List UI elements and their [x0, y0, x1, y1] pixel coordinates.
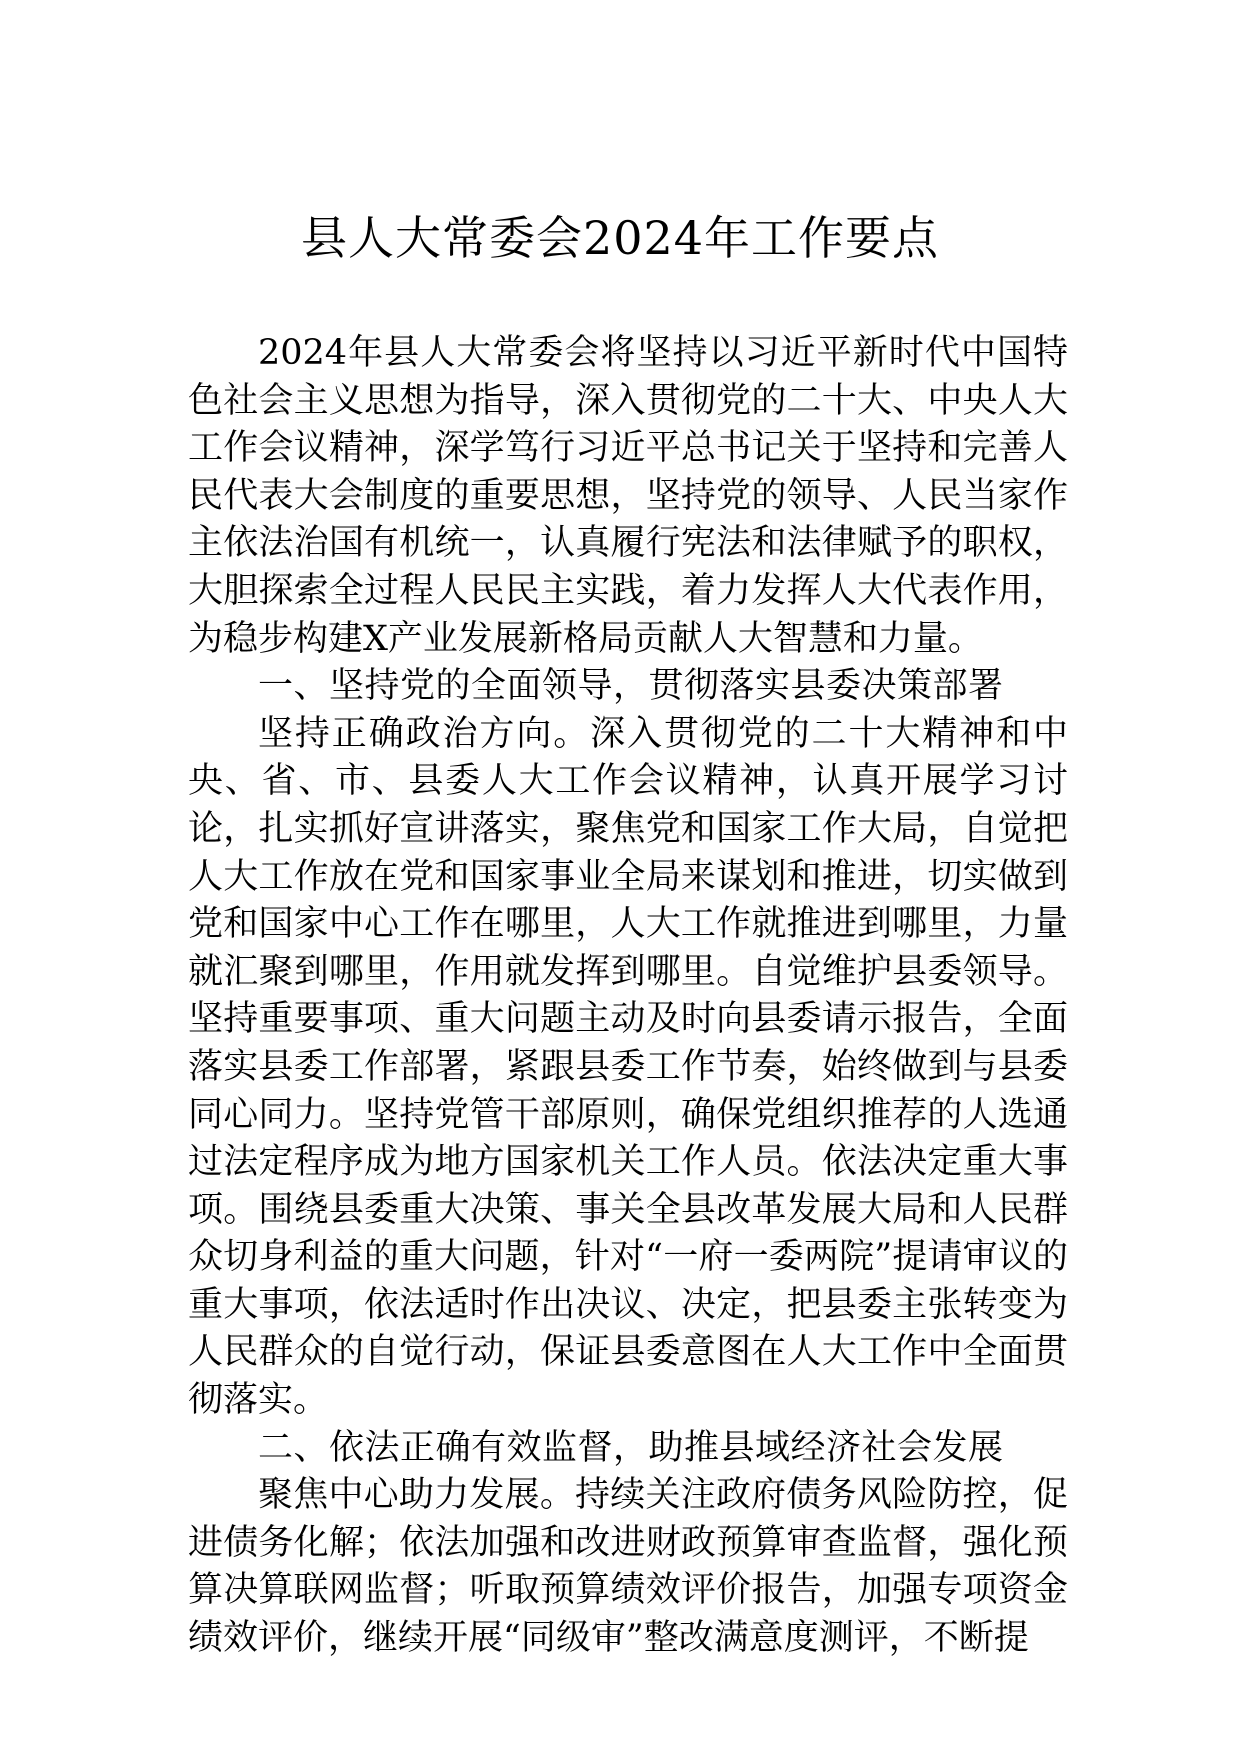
section-paragraph-1: 坚持正确政治方向。深入贯彻党的二十大精神和中央、省、市、县委人大工作会议精神，认真开展学习讨论，扎实抓好宣讲落实，聚焦党和国家工作大局，自觉把人大工作放在党和国家事业全局来谋划和推进，切实做到党和国家中心工作在哪里，人大工作就推进到哪里，力量就汇聚到哪里，作用就发挥到哪里。自觉维护县委领导。坚持重要事项、重大问题主动及时向县委请示报告，全面落实县委工作部署，紧跟县委工作节奏，始终做到与县委同心同力。坚持党管干部原则，确保党组织推荐的人选通过法定程序成为地方国家机关工作人员。依法决定重大事项。围绕县委重大决策、事关全县改革发展大局和人民群众切身利益的重大问题，针对“一府一委两院”提请审议的重大事项，依法适时作出决议、决定，把县委主张转变为人民群众的自觉行动，保证县委意图在人大工作中全面贯彻落实。: [188, 713, 1068, 1421]
intro-paragraph: 2024年县人大常委会将坚持以习近平新时代中国特色社会主义思想为指导，深入贯彻党的二十大、中央人大工作会议精神，深学笃行习近平总书记关于坚持和完善人民代表大会制度的重要思想，坚持党的领导、人民当家作主依法治国有机统一，认真履行宪法和法律赋予的职权，大胆探索全过程人民民主实践，着力发挥人大代表作用，为稳步构建X产业发展新格局贡献人大智慧和力量。: [188, 333, 1068, 659]
section-paragraph-2: 聚焦中心助力发展。持续关注政府债务风险防控，促进债务化解；依法加强和改进财政预算审查监督，强化预算决算联网监督；听取预算绩效评价报告，加强专项资金绩效评价，继续开展“同级审”整改满意度测评，不断提: [188, 1475, 1068, 1659]
section-heading-2: 二、依法正确有效监督，助推县域经济社会发展: [258, 1427, 1004, 1468]
document-body: [188, 330, 1068, 1663]
document-title: 县人大常委会2024年工作要点: [300, 211, 940, 265]
section-heading-1: 一、坚持党的全面领导，贯彻落实县委决策部署: [258, 666, 1004, 707]
